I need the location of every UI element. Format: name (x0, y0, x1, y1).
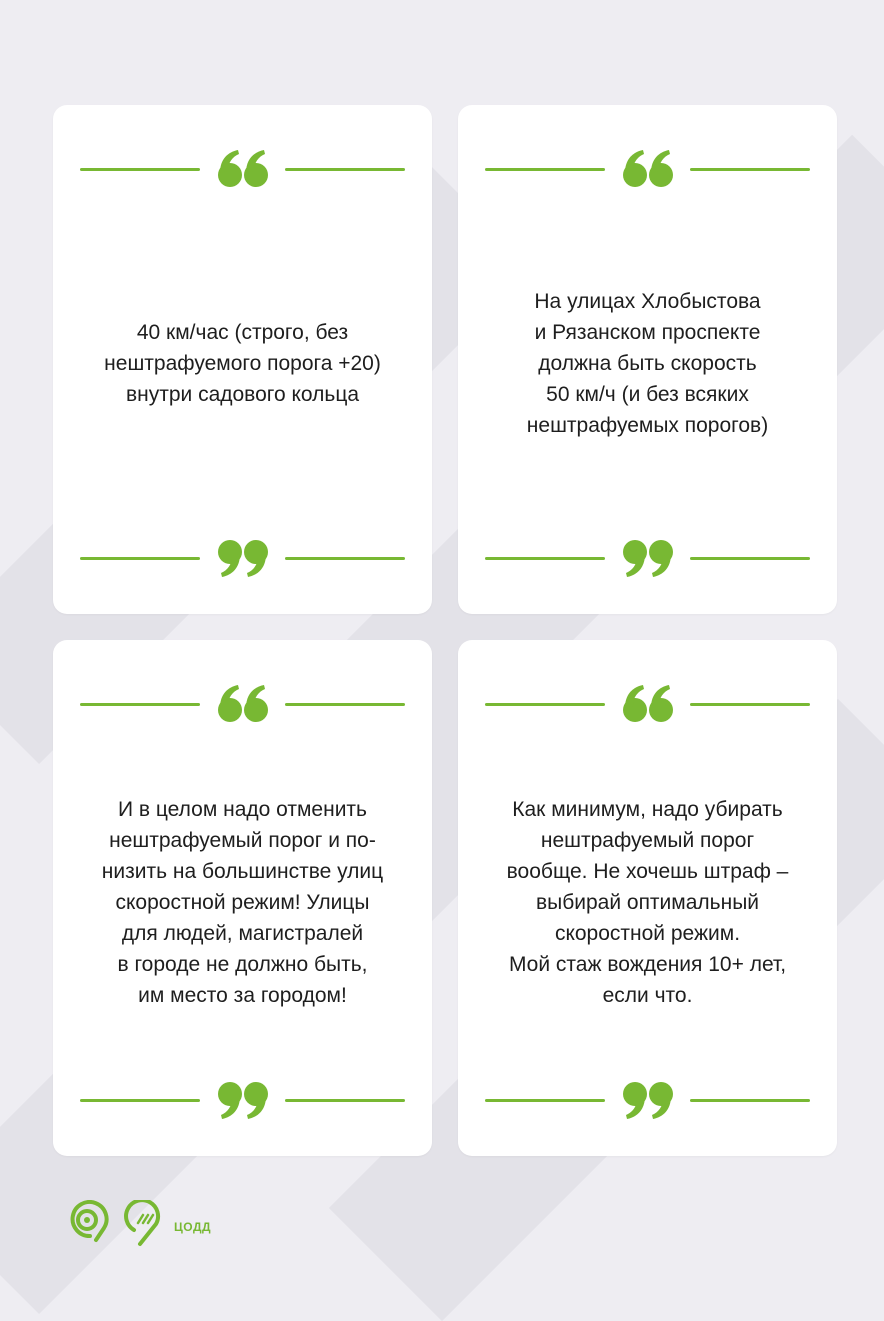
quote-card (458, 640, 837, 1156)
divider-line (690, 1099, 810, 1102)
quote-text: И в целом надо отменить нештрафуемый порог и по- низить на большинстве улиц скоростной режим! Улицы для людей, магистралей в городе не должно быть, им место за городом! (101, 797, 384, 1007)
divider-line (285, 168, 405, 171)
open-quote-icon (618, 145, 678, 193)
close-quote-icon (618, 1076, 678, 1124)
quote-text: На улицах Хлобыстова и Рязанском проспекте должна быть скорость 50 км/ч (и без всяких нештрафуемых порогов) (526, 290, 769, 437)
footer-logos (66, 1200, 211, 1253)
divider-line (80, 557, 200, 560)
close-quote-icon (213, 1076, 273, 1124)
quote-text: 40 км/час (строго, без нештрафуемого порога +20) внутри садового кольца (104, 321, 381, 406)
codd-logo-icon (122, 1200, 168, 1253)
divider-line (690, 703, 810, 706)
divider-line (690, 557, 810, 560)
quote-header (485, 145, 810, 193)
open-quote-icon (213, 680, 273, 728)
divider-line (285, 557, 405, 560)
quote-footer (80, 1076, 405, 1124)
open-quote-icon (213, 145, 273, 193)
divider-line (485, 703, 605, 706)
divider-line (80, 168, 200, 171)
quote-card (53, 105, 432, 614)
quote-card (458, 105, 837, 614)
quote-footer (485, 534, 810, 582)
quote-header (80, 680, 405, 728)
codd-logo-label: ЦОДД (174, 1219, 212, 1234)
close-quote-icon (618, 534, 678, 582)
moscow-nine-logo-icon (66, 1200, 114, 1253)
quote-footer (80, 534, 405, 582)
divider-line (80, 1099, 200, 1102)
quote-card (53, 640, 432, 1156)
divider-line (690, 168, 810, 171)
divider-line (485, 557, 605, 560)
divider-line (285, 1099, 405, 1102)
divider-line (485, 168, 605, 171)
open-quote-icon (618, 680, 678, 728)
divider-line (485, 1099, 605, 1102)
quote-header (485, 680, 810, 728)
divider-line (285, 703, 405, 706)
quote-header (80, 145, 405, 193)
close-quote-icon (213, 534, 273, 582)
divider-line (80, 703, 200, 706)
quote-text: Как минимум, надо убирать нештрафуемый порог вообще. Не хочешь штраф – выбирай оптимальный скоростной режим. Мой стаж вождения 10+ лет, если что. (506, 797, 789, 1007)
quote-footer (485, 1076, 810, 1124)
